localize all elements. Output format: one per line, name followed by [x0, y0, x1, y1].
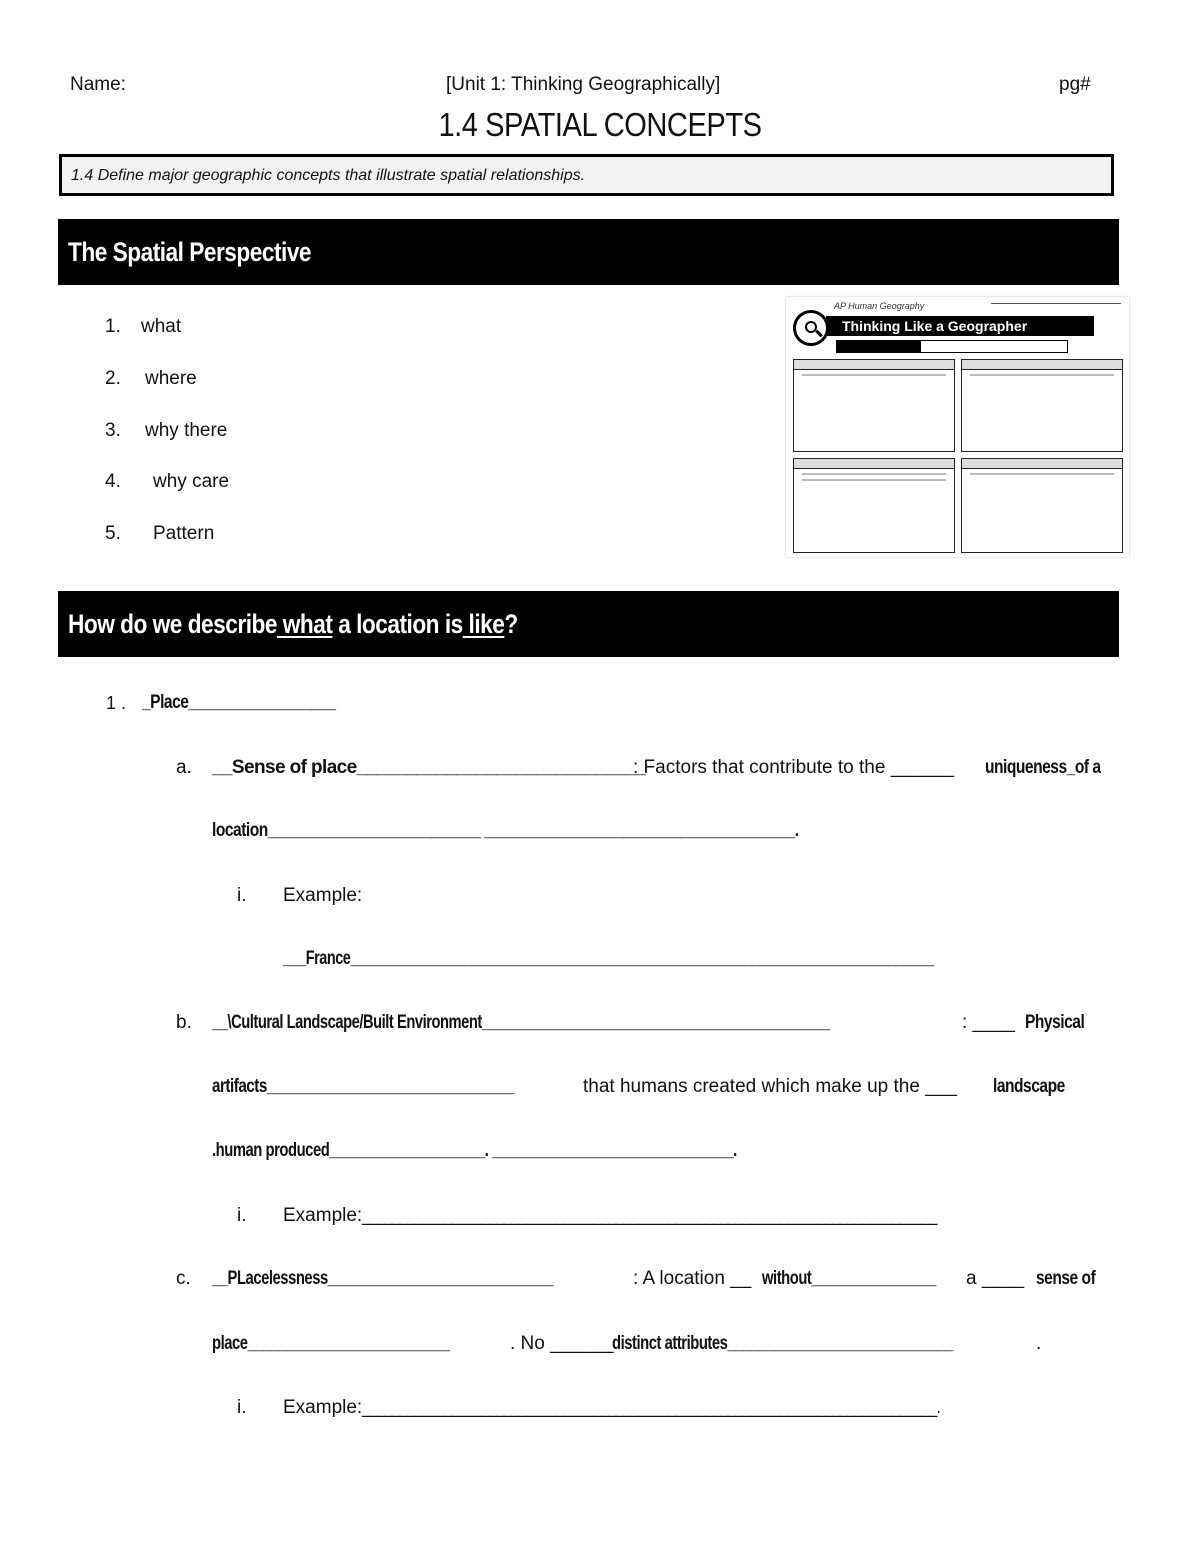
answer-line: Physical [1025, 1012, 1085, 1033]
answer-line: distinct attributes_____________________________ [612, 1333, 953, 1354]
thumbnail-course-label: AP Human Geography [834, 301, 925, 311]
answer-line: uniqueness_of a [985, 757, 1101, 778]
sub-label: a. [176, 757, 192, 778]
list-item: where [145, 368, 197, 389]
sub-sub-label: i. [237, 885, 247, 906]
definition-text: : A location __ [633, 1268, 752, 1289]
answer-line: artifacts_______________________________ [212, 1076, 514, 1097]
section-heading-describe-location [58, 591, 1119, 657]
magnifier-icon [793, 310, 829, 346]
sub-sub-label: i. [237, 1205, 247, 1226]
section-heading-text: The Spatial Perspective [68, 237, 312, 267]
list-item: why there [145, 420, 228, 441]
answer-line: without________________ [762, 1268, 936, 1289]
list-item: what [141, 316, 182, 337]
answer-line: __Sense of place_____________________________ [212, 757, 646, 778]
definition-text: that humans created which make up the ___ [583, 1076, 957, 1097]
item-number: 1 . [106, 693, 127, 713]
answer-line: __PLacelessness_____________________________ [212, 1268, 554, 1289]
list-number: 2. [105, 368, 121, 389]
unit-label: [Unit 1: Thinking Geographically] [446, 74, 721, 95]
definition-text: : Factors that contribute to the ______ [633, 757, 955, 778]
definition-text: : ____ [962, 1012, 1015, 1033]
answer-line: sense of [1036, 1268, 1096, 1289]
answer-line: place__________________________ [212, 1333, 450, 1354]
answer-line: location__________________________ ______________________________________. [212, 820, 799, 841]
list-item: Pattern [153, 523, 215, 544]
sub-label: b. [176, 1012, 192, 1033]
thumbnail-name-line [991, 303, 1121, 304]
answer-line: .human produced____________________. _______________________________. [212, 1140, 737, 1161]
thumbnail-title-bar: Thinking Like a Geographer [826, 316, 1094, 336]
example-label: Example:_____________________________________________________________________________ [283, 1205, 937, 1226]
item-answer-place: _Place__________________ [142, 692, 336, 713]
definition-text: . [1036, 1333, 1042, 1354]
worksheet-thumbnail-image [786, 297, 1129, 557]
page-number-label: pg# [1059, 74, 1091, 95]
list-number: 5. [105, 523, 121, 544]
list-item: why care [153, 471, 230, 492]
definition-text: . No ______ [510, 1333, 614, 1354]
answer-line: __\Cultural Landscape/Built Environment_____________________________________________ [212, 1012, 830, 1033]
section-heading-spatial-perspective [58, 219, 1119, 285]
thumbnail-box [793, 359, 955, 452]
thumbnail-box [793, 458, 955, 553]
sub-sub-label: i. [237, 1397, 247, 1418]
sub-label: c. [176, 1268, 191, 1289]
definition-text: a ____ [966, 1268, 1025, 1289]
list-number: 3. [105, 420, 121, 441]
page-title: 1.4 SPATIAL CONCEPTS [438, 106, 762, 143]
answer-line: landscape [993, 1076, 1065, 1097]
thumbnail-source-row [836, 340, 1068, 353]
name-label: Name: [70, 74, 126, 95]
section-heading-text: How do we describe what a location is like? [68, 609, 518, 639]
thumbnail-box [961, 359, 1123, 452]
answer-line: ___France_____________________________________________________________________________ [283, 948, 934, 969]
objective-box: 1.4 Define major geographic concepts that illustrate spatial relationships. [59, 154, 1114, 196]
list-number: 1. [105, 316, 121, 337]
list-number: 4. [105, 471, 121, 492]
example-label: Example: [283, 885, 363, 906]
thumbnail-box [961, 458, 1123, 553]
example-label: Example:_____________________________________________________________________________. [283, 1397, 941, 1418]
